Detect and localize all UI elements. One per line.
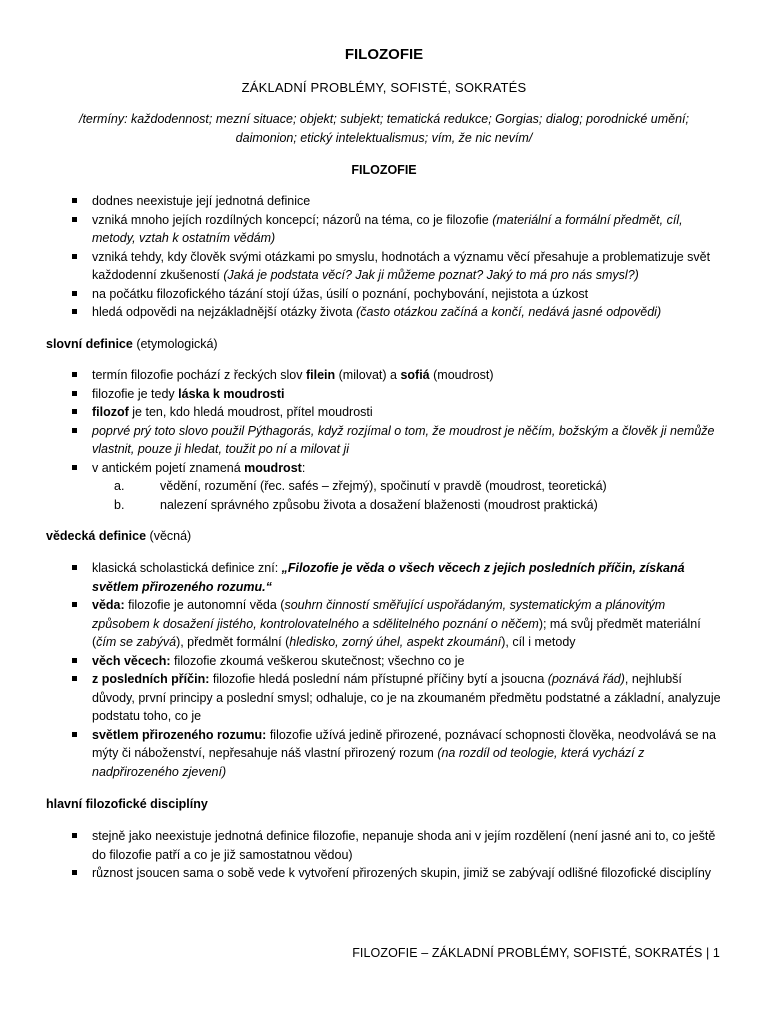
list-item: filozofie je tedy láska k moudrosti — [46, 385, 722, 404]
section-heading-slovni: slovní definice (etymologická) — [46, 337, 218, 351]
terms-line-1: /termíny: každodennost; mezní situace; objekt; subjekt; tematická redukce; Gorgias; dialog; porodnické umění; — [78, 112, 690, 126]
list-item: věch věcech: filozofie zkoumá veškerou skutečnost; všechno co je — [46, 652, 722, 671]
list-item: v antickém pojetí znamená moudrost: a. vědění, rozumění (řec. safés – zřejmý), spočinutí v pravdě (moudrost, teoretická) b. nalezení správného způsobu života a dosažení blaženosti (moudrost praktická) — [46, 459, 722, 515]
sublist-item: a. vědění, rozumění (řec. safés – zřejmý), spočinutí v pravdě (moudrost, teoretická) — [114, 479, 607, 493]
section-heading-hlavni: hlavní filozofické disciplíny — [46, 797, 208, 811]
section-heading-vedecka: vědecká definice (věcná) — [46, 529, 192, 543]
list-item: poprvé prý toto slovo použil Pýthagorás, když rozjímal o tom, že moudrost je něčím, božským a člověk ji nemůže vlastnit, pouze ji hledat, toužit po ní a milovat ji — [46, 422, 722, 459]
list-item: světlem přirozeného rozumu: filozofie užívá jedině přirozené, poznávací schopnosti člověka, neodvolává se na mýty či náboženství, nepřesahuje náš vlastní přirozený rozum (na rozdíl od teologie, která vychází z nadpřirozeného zjevení) — [46, 726, 722, 782]
slovni-bullet-list — [46, 366, 722, 514]
list-item: vzniká mnoho jejích rozdílných koncepcí; názorů na téma, co je filozofie (materiální a formální předmět, cíl, metody, vztah k ostatním vědám) — [46, 211, 722, 248]
terms-line-2: daimonion; etický intelektualismus; vím, že nic nevím/ — [235, 131, 533, 145]
hlavni-bullet-list — [46, 827, 722, 883]
document-subtitle: ZÁKLADNÍ PROBLÉMY, SOFISTÉ, SOKRATÉS — [241, 80, 527, 95]
vedecka-bullet-list — [46, 559, 722, 781]
terms-paragraph — [55, 110, 713, 148]
list-item: na počátku filozofického tázání stojí úžas, úsilí o poznání, pochybování, nejistota a úzkost — [46, 285, 722, 304]
list-item: stejně jako neexistuje jednotná definice filozofie, nepanuje shoda ani v jejím rozdělení (není jasné ani to, co ještě do filozofie patří a co je již samostatnou vědou) — [46, 827, 722, 864]
list-item: vzniká tehdy, kdy člověk svými otázkami po smyslu, hodnotách a významu věcí přesahuje a problematizuje svět každodenní zkušeností (Jaká je podstata věcí? Jak ji můžeme poznat? Jaký to má pro nás smysl?) — [46, 248, 722, 285]
sublist-item: b. nalezení správného způsobu života a dosažení blaženosti (moudrost praktická) — [114, 497, 598, 512]
page-footer: FILOZOFIE – ZÁKLADNÍ PROBLÉMY, SOFISTÉ, SOKRATÉS | 1 — [352, 946, 720, 960]
section-heading-filozofie: FILOZOFIE — [351, 163, 417, 177]
list-item: dodnes neexistuje její jednotná definice — [46, 192, 722, 211]
list-item: věda: filozofie je autonomní věda (souhrn činností směřující uspořádaným, systematickým a plánovitým způsobem k dosažení jistého, kontrolovatelného a sdělitelného poznání o něčem); má svůj předmět materiální (čím se zabývá), předmět formální (hledisko, zorný úhel, aspekt zkoumání), cíl i metody — [46, 596, 722, 652]
document-title: FILOZOFIE — [344, 46, 424, 63]
list-item: klasická scholastická definice zní: „Filozofie je věda o všech věcech z jejich posledních příčin, získaná světlem přirozeného rozumu.“ — [46, 559, 722, 596]
list-item: termín filozofie pochází z řeckých slov filein (milovat) a sofiá (moudrost) — [46, 366, 722, 385]
list-item: hledá odpovědi na nejzákladnější otázky života (často otázkou začíná a končí, nedává jasné odpovědi) — [46, 303, 722, 322]
moudrost-sublist — [92, 477, 722, 514]
list-item: filozof je ten, kdo hledá moudrost, přítel moudrosti — [46, 403, 722, 422]
list-item: z posledních příčin: filozofie hledá poslední nám přístupné příčiny bytí a jsoucna (poznává řád), nejhlubší důvody, první principy a poslední smysl; odhaluje, co je na zkoumaném předmětu podstatné a základní, analyzuje podstatu toho, co je — [46, 670, 722, 726]
list-item: různost jsoucen sama o sobě vede k vytvoření přirozených skupin, jimiž se zabývají odlišné filozofické disciplíny — [46, 864, 722, 883]
intro-bullet-list — [46, 192, 722, 322]
